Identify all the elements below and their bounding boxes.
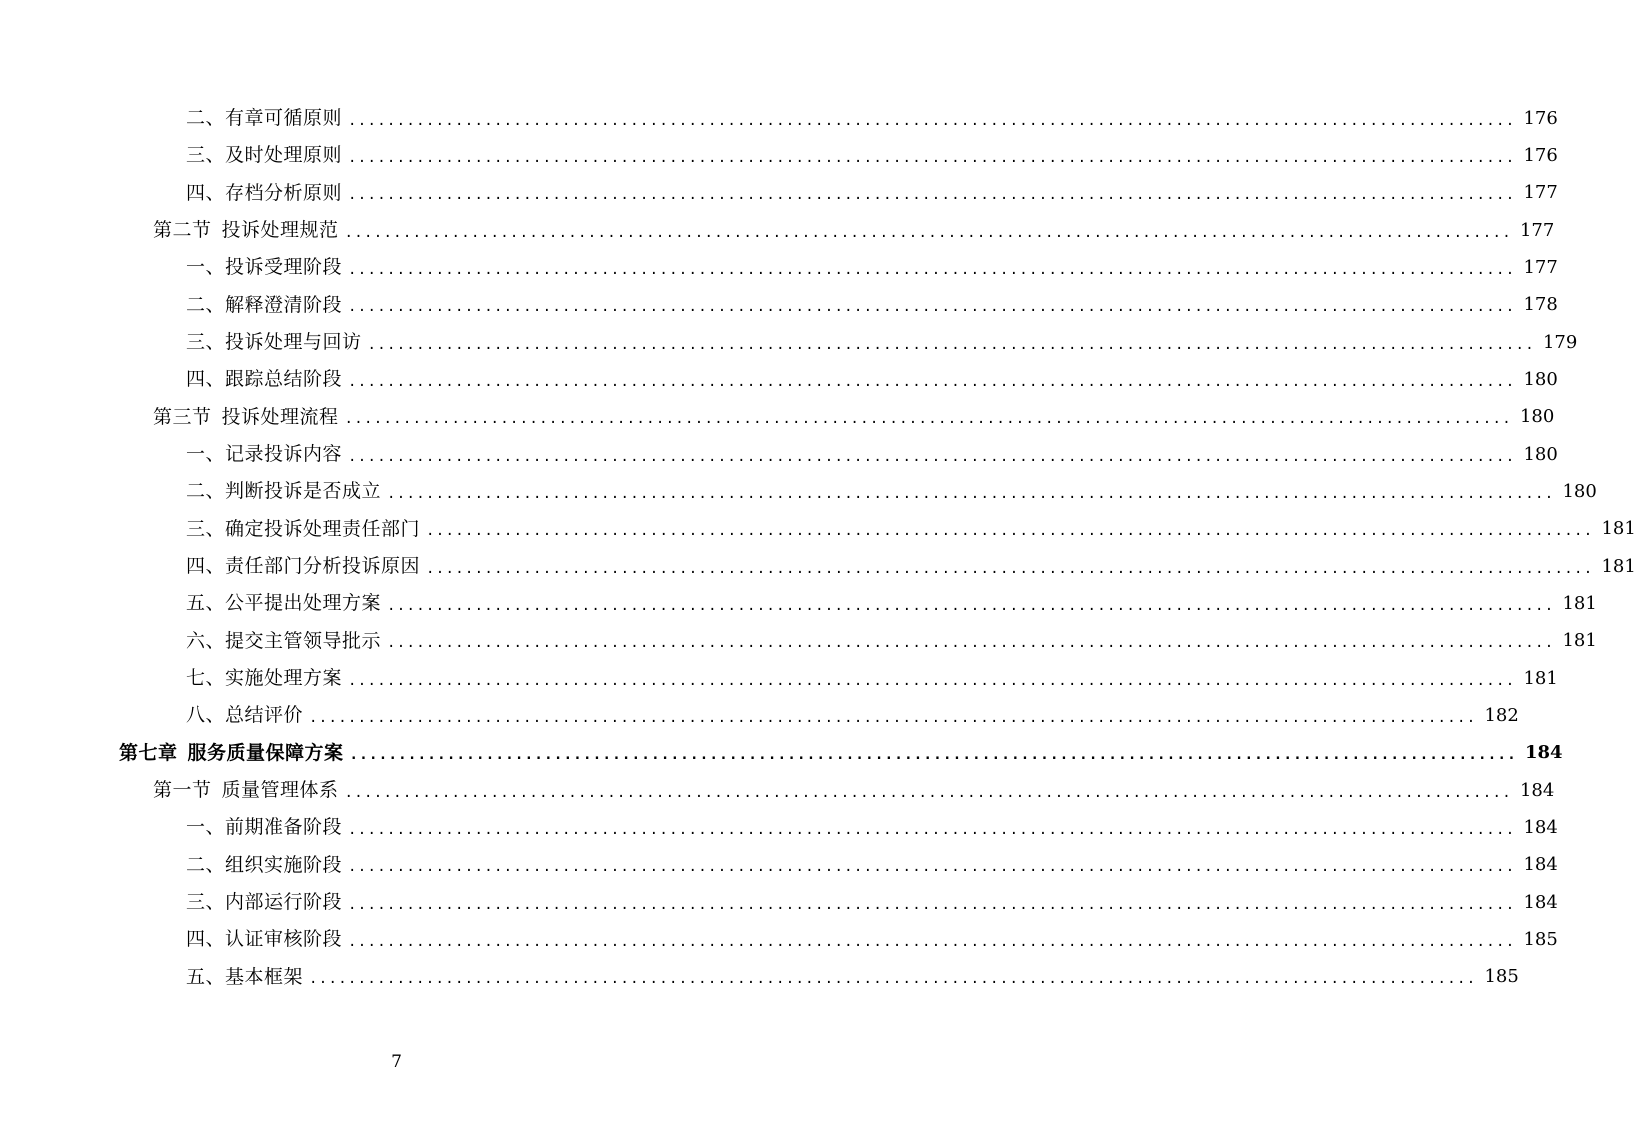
toc-entry-page-number: 184 xyxy=(1523,891,1558,913)
table-of-contents xyxy=(0,100,1636,996)
toc-entry-page-number: 176 xyxy=(1523,144,1558,166)
toc-subsection-entry[interactable] xyxy=(0,324,1578,361)
toc-entry-text: 二、有章可循原则 xyxy=(186,107,343,130)
toc-subsection-entry[interactable] xyxy=(0,847,1558,884)
toc-entry-text: 三、确定投诉处理责任部门 xyxy=(186,517,421,540)
toc-entry-title xyxy=(186,181,343,204)
toc-subsection-entry[interactable] xyxy=(0,921,1558,958)
toc-entry-title xyxy=(186,706,303,725)
toc-entry-text: 投诉处理流程 xyxy=(221,405,339,428)
toc-entry-page-number: 181 xyxy=(1601,555,1636,577)
toc-entry-page-number: 177 xyxy=(1519,219,1555,241)
toc-subsection-entry[interactable] xyxy=(0,436,1558,473)
toc-dot-leader: ........................................................................................................................ xyxy=(348,261,1516,278)
toc-entry-title xyxy=(186,482,381,501)
toc-entry-text: 一、记录投诉内容 xyxy=(186,443,343,466)
toc-entry-page-number: 185 xyxy=(1523,928,1558,950)
toc-dot-leader: ........................................................................................................................ xyxy=(348,933,1516,950)
toc-entry-page-number: 184 xyxy=(1523,816,1558,838)
toc-entry-title xyxy=(186,965,304,988)
toc-dot-leader: ........................................................................................................................ xyxy=(367,336,1535,353)
toc-entry-title xyxy=(186,818,342,837)
toc-entry-text: 四、跟踪总结阶段 xyxy=(186,368,343,391)
toc-entry-page-number: 184 xyxy=(1523,854,1558,876)
toc-entry-page-number: 179 xyxy=(1542,331,1578,353)
toc-subsection-entry[interactable] xyxy=(0,959,1519,996)
toc-dot-leader: ........................................................................................................................ xyxy=(309,709,1477,726)
toc-dot-leader: ........................................................................................................................ xyxy=(348,672,1516,689)
toc-entry-text: 四、存档分析原则 xyxy=(186,181,343,204)
toc-dot-leader: ........................................................................................................................ xyxy=(426,560,1594,577)
toc-subsection-entry[interactable] xyxy=(0,361,1558,398)
toc-subsection-entry[interactable] xyxy=(0,100,1558,137)
page-number-footer: 7 xyxy=(391,1052,402,1072)
toc-entry-title xyxy=(186,629,382,652)
toc-entry-text: 二、解释澄清阶段 xyxy=(186,293,343,316)
toc-subsection-entry[interactable] xyxy=(0,660,1558,697)
toc-entry-text: 三、及时处理原则 xyxy=(186,144,343,167)
toc-subsection-entry[interactable] xyxy=(0,249,1558,286)
toc-dot-leader: ........................................................................................................................ xyxy=(348,299,1516,316)
toc-dot-leader: ........................................................................................................................ xyxy=(348,821,1516,838)
toc-entry-section-number: 第二节 xyxy=(153,219,212,242)
toc-entry-page-number: 181 xyxy=(1562,630,1597,652)
toc-dot-leader: ........................................................................................................................ xyxy=(348,896,1516,913)
toc-entry-text: 质量管理体系 xyxy=(221,779,339,802)
toc-entry-page-number: 180 xyxy=(1523,443,1558,465)
toc-entry-title xyxy=(186,109,342,128)
toc-entry-title xyxy=(186,930,342,949)
toc-entry-text: 二、判断投诉是否成立 xyxy=(186,480,382,503)
toc-entry-title xyxy=(186,853,343,876)
toc-entry-text: 投诉处理规范 xyxy=(221,219,339,242)
toc-subsection-entry[interactable] xyxy=(0,287,1558,324)
toc-section-entry[interactable] xyxy=(0,399,1555,436)
toc-entry-title xyxy=(186,258,342,277)
toc-entry-title xyxy=(186,594,381,613)
toc-dot-leader: ........................................................................................................................ xyxy=(387,597,1555,614)
toc-chapter-entry[interactable] xyxy=(0,735,1563,772)
toc-entry-title xyxy=(186,669,342,688)
toc-entry-section-number: 第一节 xyxy=(153,779,212,802)
toc-entry-text: 七、实施处理方案 xyxy=(186,667,343,690)
toc-dot-leader: ........................................................................................................................ xyxy=(348,149,1516,166)
toc-dot-leader: ........................................................................................................................ xyxy=(348,112,1516,129)
toc-dot-leader: ........................................................................................................................ xyxy=(387,635,1555,652)
toc-subsection-entry[interactable] xyxy=(0,175,1558,212)
toc-entry-page-number: 177 xyxy=(1523,256,1558,278)
toc-subsection-entry[interactable] xyxy=(0,585,1597,622)
toc-entry-text: 服务质量保障方案 xyxy=(187,741,344,764)
toc-entry-page-number: 180 xyxy=(1562,480,1597,502)
toc-entry-text: 四、认证审核阶段 xyxy=(186,928,343,951)
toc-entry-text: 三、投诉处理与回访 xyxy=(186,331,362,354)
toc-entry-page-number: 177 xyxy=(1523,182,1558,204)
toc-dot-leader: ........................................................................................................................ xyxy=(344,411,1512,428)
toc-entry-title xyxy=(186,370,342,389)
toc-entry-title xyxy=(186,293,343,316)
toc-entry-section-number: 第三节 xyxy=(153,405,212,428)
toc-entry-text: 一、投诉受理阶段 xyxy=(186,256,343,279)
toc-subsection-entry[interactable] xyxy=(0,623,1597,660)
toc-entry-title xyxy=(186,557,420,576)
toc-section-entry[interactable] xyxy=(0,212,1555,249)
toc-subsection-entry[interactable] xyxy=(0,809,1558,846)
toc-entry-text: 二、组织实施阶段 xyxy=(186,853,343,876)
toc-entry-page-number: 181 xyxy=(1523,667,1558,689)
toc-dot-leader: ........................................................................................................................ xyxy=(309,971,1477,988)
toc-entry-section-number: 第七章 xyxy=(119,741,178,764)
toc-entry-page-number: 180 xyxy=(1519,406,1555,428)
toc-subsection-entry[interactable] xyxy=(0,511,1636,548)
toc-entry-page-number: 182 xyxy=(1484,704,1519,726)
toc-entry-title xyxy=(153,405,339,428)
toc-subsection-entry[interactable] xyxy=(0,473,1597,510)
toc-entry-page-number: 184 xyxy=(1519,779,1555,801)
toc-entry-page-number: 184 xyxy=(1524,742,1563,764)
toc-entry-text: 五、公平提出处理方案 xyxy=(186,592,382,615)
toc-entry-page-number: 180 xyxy=(1523,368,1558,390)
toc-entry-title xyxy=(186,146,342,165)
toc-dot-leader: ........................................................................................................................ xyxy=(349,747,1517,764)
toc-section-entry[interactable] xyxy=(0,772,1555,809)
toc-dot-leader: ........................................................................................................................ xyxy=(344,224,1512,241)
toc-entry-title xyxy=(186,333,362,352)
toc-dot-leader: ........................................................................................................................ xyxy=(344,784,1512,801)
toc-entry-text: 五、基本框架 xyxy=(186,965,304,988)
toc-entry-text: 八、总结评价 xyxy=(186,704,304,727)
toc-subsection-entry[interactable] xyxy=(0,548,1636,585)
toc-subsection-entry[interactable] xyxy=(0,137,1558,174)
toc-entry-title xyxy=(186,445,342,464)
toc-dot-leader: ........................................................................................................................ xyxy=(348,448,1516,465)
toc-entry-page-number: 176 xyxy=(1523,107,1558,129)
toc-entry-text: 六、提交主管领导批示 xyxy=(186,629,382,652)
toc-entry-title xyxy=(186,893,342,912)
toc-entry-text: 四、责任部门分析投诉原因 xyxy=(186,555,421,578)
toc-dot-leader: ........................................................................................................................ xyxy=(348,187,1516,204)
toc-dot-leader: ........................................................................................................................ xyxy=(426,523,1594,540)
toc-entry-title xyxy=(119,741,344,764)
toc-entry-text: 三、内部运行阶段 xyxy=(186,891,343,914)
toc-dot-leader: ........................................................................................................................ xyxy=(387,485,1555,502)
toc-entry-page-number: 185 xyxy=(1484,966,1519,988)
toc-entry-page-number: 178 xyxy=(1523,294,1558,316)
toc-entry-title xyxy=(153,221,339,240)
toc-dot-leader: ........................................................................................................................ xyxy=(348,859,1516,876)
toc-entry-text: 一、前期准备阶段 xyxy=(186,816,343,839)
toc-dot-leader: ........................................................................................................................ xyxy=(348,373,1516,390)
toc-entry-page-number: 181 xyxy=(1562,592,1597,614)
toc-subsection-entry[interactable] xyxy=(0,884,1558,921)
toc-entry-page-number: 181 xyxy=(1601,518,1636,540)
toc-subsection-entry[interactable] xyxy=(0,697,1519,734)
toc-entry-title xyxy=(186,517,421,540)
toc-entry-title xyxy=(153,781,339,800)
